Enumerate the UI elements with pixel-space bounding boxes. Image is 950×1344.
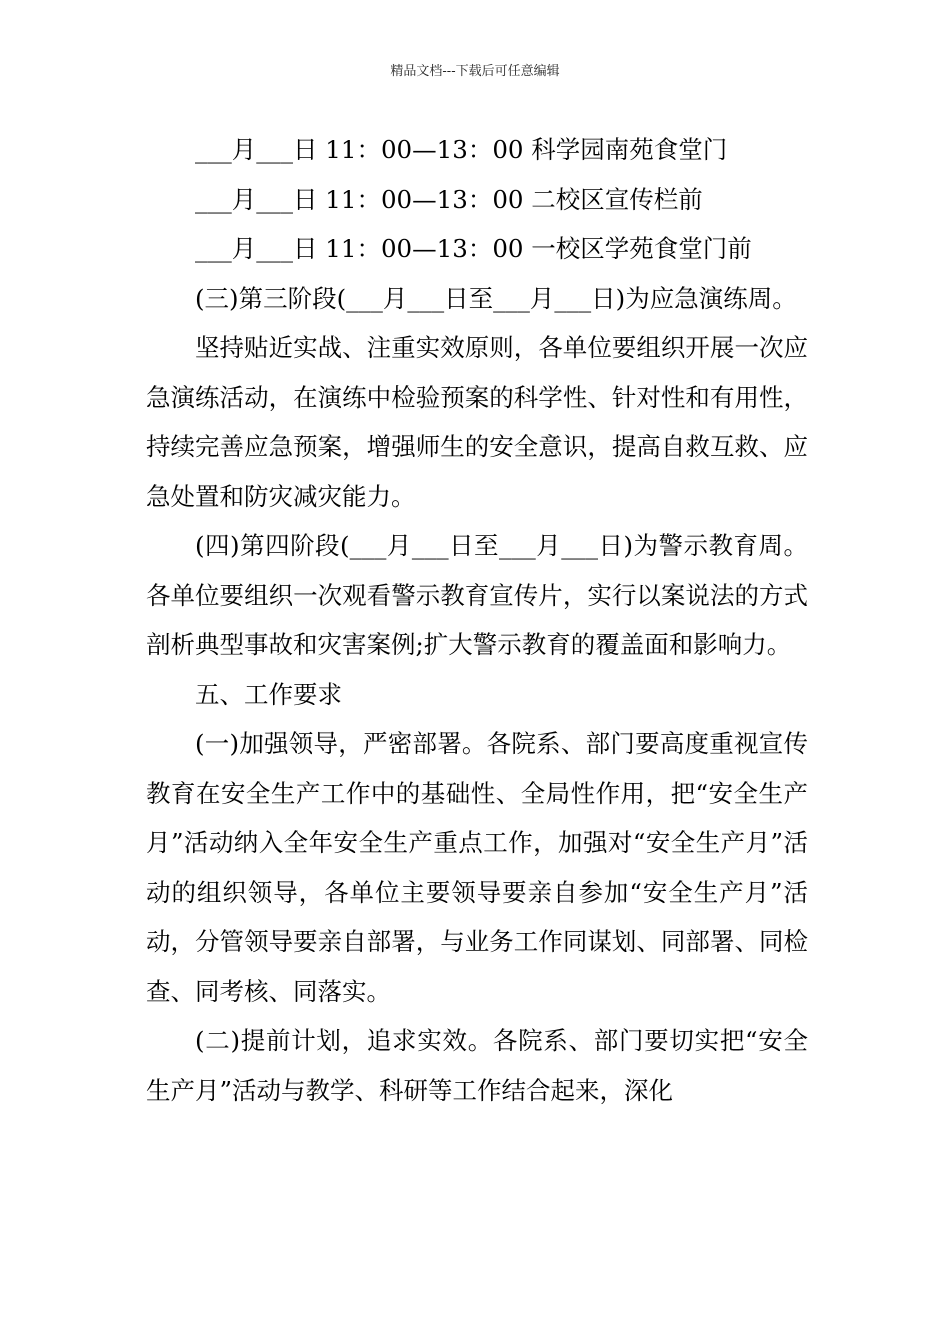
stage-three-paragraph: (三)第三阶段(___月___日至___月___日)为应急演练周。 — [195, 283, 797, 313]
schedule-line-3: ___月___日 11：00—13：00 一校区学苑食堂门前 — [195, 234, 752, 263]
stage-four-paragraph: (四)第四阶段(___月___日至___月___日)为警示教育周。各单位要组织一次观看警示教育宣传片，实行以案说法的方式剖析典型事故和灾害案例;扩大警示教育的覆盖面和影响力。 — [146, 531, 808, 659]
schedule-line-2: ___月___日 11：00—13：00 二校区宣传栏前 — [195, 184, 703, 214]
schedule-line-1: ___月___日 11：00—13：00 科学园南苑食堂门 — [195, 135, 728, 164]
requirement-two-paragraph: (二)提前计划，追求实效。各院系、部门要切实把“安全生产月”活动与教学、科研等工作结合起来，深化 — [146, 1026, 808, 1105]
section-heading-work-requirements: 五、工作要求 — [195, 679, 342, 709]
requirement-one-paragraph: (一)加强领导，严密部署。各院系、部门要高度重视宣传教育在安全生产工作中的基础性、全局性作用，把“安全生产月”活动纳入全年安全生产重点工作，加强对“安全生产月”活动的组织领导，各单位主要领导要亲自参加“安全生产月”活动，分管领导要亲自部署，与业务工作同谋划、同部署、同检查、同考核、同落实。 — [146, 729, 808, 1006]
page-header: 精品文档---下载后可任意编辑 — [390, 64, 560, 79]
drill-paragraph: 坚持贴近实战、注重实效原则，各单位要组织开展一次应急演练活动，在演练中检验预案的科学性、针对性和有用性，持续完善应急预案，增强师生的安全意识，提高自救互救、应急处置和防灾减灾能力。 — [146, 333, 808, 511]
document-body — [146, 125, 808, 1115]
